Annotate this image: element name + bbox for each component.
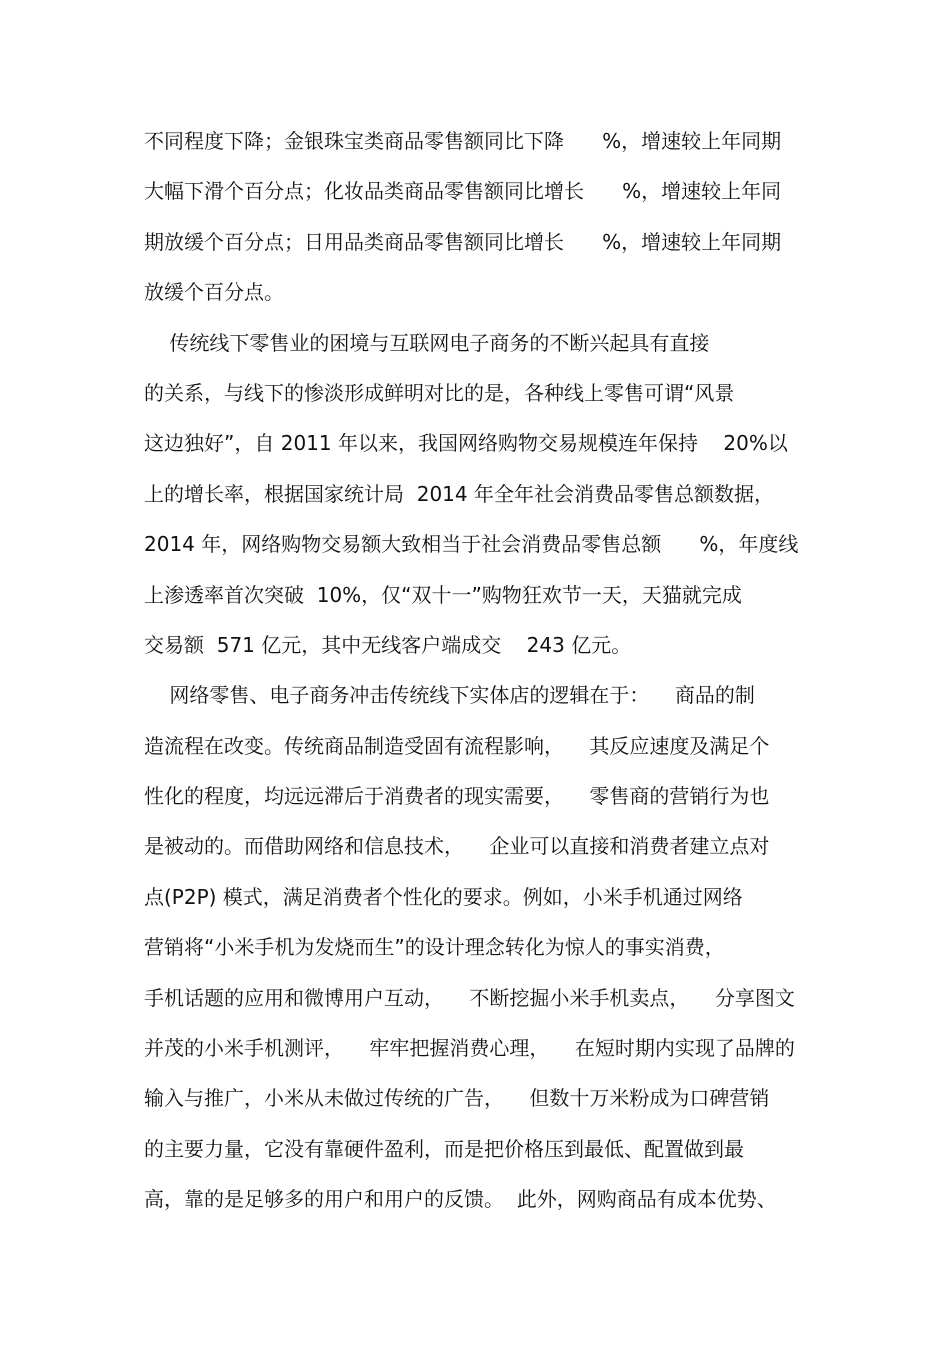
text-line-16: 点(P2P) 模式，满足消费者个性化的要求。例如，小米手机通过网络 <box>144 884 743 909</box>
text-line-17: 营销将“小米手机为发烧而生”的设计理念转化为惊人的事实消费， <box>144 935 725 960</box>
text-line-2: 大幅下滑个百分点；化妆品类商品零售额同比增长 %，增速较上年同 <box>144 179 782 204</box>
text-line-7: 这边独好”，自 2011 年以来，我国网络购物交易规模连年保持 20%以 <box>144 431 788 456</box>
text-line-18: 手机话题的应用和微博用户互动， 不断挖掘小米手机卖点， 分享图文 <box>144 985 795 1010</box>
text-line-22: 高，靠的是足够多的用户和用户的反馈。 此外，网购商品有成本优势、 <box>144 1187 777 1212</box>
text-line-20: 输入与推广，小米从未做过传统的广告， 但数十万米粉成为口碑营销 <box>144 1086 770 1111</box>
text-line-1: 不同程度下降；金银珠宝类商品零售额同比下降 %，增速较上年同期 <box>144 129 782 153</box>
text-line-8: 上的增长率，根据国家统计局 2014 年全年社会消费品零售总额数据， <box>144 481 774 506</box>
text-line-6: 的关系，与线下的惨淡形成鲜明对比的是，各种线上零售可谓“风景 <box>144 380 735 405</box>
text-line-15: 是被动的。而借助网络和信息技术， 企业可以直接和消费者建立点对 <box>144 834 770 859</box>
text-line-5: 传统线下零售业的困境与互联网电子商务的不断兴起具有直接 <box>144 330 710 355</box>
text-line-4: 放缓个百分点。 <box>144 280 284 305</box>
text-line-10: 上渗透率首次突破 10%，仅“双十一”购物狂欢节一天，天猫就完成 <box>144 582 742 607</box>
text-line-21: 的主要力量，它没有靠硬件盈利，而是把价格压到最低、配置做到最 <box>144 1136 744 1161</box>
text-line-11: 交易额 571 亿元，其中无线客户端成交 243 亿元。 <box>144 632 632 657</box>
text-line-19: 并茂的小米手机测评， 牢牢把握消费心理， 在短时期内实现了品牌的 <box>144 1036 795 1061</box>
text-line-14: 性化的程度，均远远滞后于消费者的现实需要， 零售商的营销行为也 <box>144 784 770 809</box>
text-line-13: 造流程在改变。传统商品制造受固有流程影响， 其反应速度及满足个 <box>144 733 770 758</box>
text-line-9: 2014 年，网络购物交易额大致相当于社会消费品零售总额 %，年度线 <box>144 532 799 557</box>
text-line-12: 网络零售、电子商务冲击传统线下实体店的逻辑在于： 商品的制 <box>144 683 755 708</box>
body-text <box>144 122 814 1231</box>
text-line-3: 期放缓个百分点；日用品类商品零售额同比增长 %，增速较上年同期 <box>144 229 782 254</box>
